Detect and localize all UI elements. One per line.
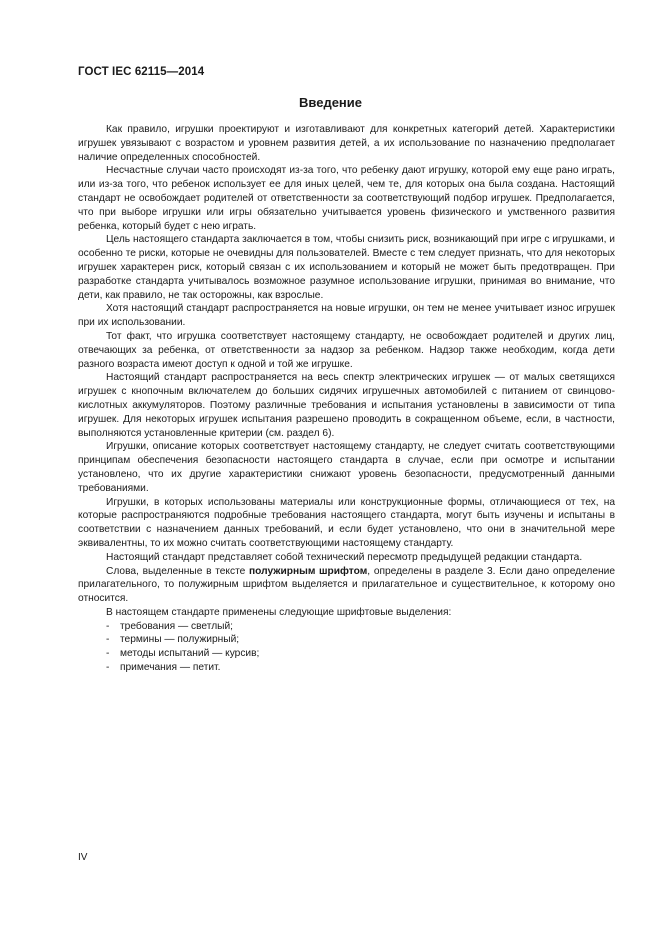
list-item — [78, 633, 615, 647]
paragraph: Как правило, игрушки проектируют и изготавливают для конкретных категорий детей. Характеристики игрушек увязывают с возрастом и уровнем развития детей, а их использование по назначению предполагает наличие определенных способностей. — [78, 124, 615, 163]
paragraph: Цель настоящего стандарта заключается в том, чтобы снизить риск, возникающий при игре с игрушками, и особенно те риски, которые не очевидны для пользователей. Вместе с тем следует признать, что для некоторых игрушек характерен риск, который связан с их использованием и который не может быть предотвращен. При разработке стандарта учитывалось возможное разумное использование игрушки, принимая во внимание, что дети, как правило, не так осторожны, как взрослые. — [78, 234, 615, 301]
list-item — [78, 661, 615, 675]
paragraph: Игрушки, описание которых соответствует настоящему стандарту, не следует считать соответствующими принципам обеспечения безопасности настоящего стандарта в случае, если при осмотре и испытании установлено, что их другие характеристики снижают уровень безопасности, предусмотренный данными требованиями. — [78, 441, 615, 494]
list-item-text: методы испытаний — курсив; — [120, 648, 260, 660]
list-item — [78, 647, 615, 661]
page-title: Введение — [299, 95, 362, 110]
paragraph: Хотя настоящий стандарт распространяется на новые игрушки, он тем не менее учитывает износ игрушек при их использовании. — [78, 303, 615, 329]
bold-term: полужирным шрифтом — [249, 565, 368, 577]
dash-marker: - — [106, 648, 110, 660]
bold-terms-note — [78, 565, 615, 606]
list-item-text: примечания — петит. — [120, 662, 221, 674]
paragraph: Тот факт, что игрушка соответствует настоящему стандарту, не освобождает родителей и других лиц, отвечающих за ребенка, от ответственности за надзор за ребенком. Надзор также необходим, когда дети разного возраста имеют доступ к одной и той же игрушке. — [78, 330, 615, 370]
dash-marker: - — [106, 620, 110, 632]
dash-marker: - — [106, 662, 110, 674]
list-item-text: требования — светлый; — [120, 620, 233, 632]
dash-marker: - — [106, 634, 110, 646]
paragraph: Настоящий стандарт представляет собой технический пересмотр предыдущей редакции стандарта. — [106, 551, 583, 563]
font-list — [78, 620, 615, 675]
paragraph: Несчастные случаи часто происходят из-за того, что ребенку дают игрушку, которой ему еще рано играть, или из-за того, что ребенок использует ее для иных целей, чем те, для которых она была создана. Настоящий стандарт не освобождает родителей от ответственности за соответствующий подбор игрушек. Предполагается, что при выборе игрушки или игры обязательно учитывается уровень физического и умственного развития ребенка, который будет с нею играть. — [78, 165, 615, 232]
list-item — [78, 620, 615, 634]
paragraph: Игрушки, в которых использованы материалы или конструкционные формы, отличающиеся от тех, на которые распространяются подробные требования настоящего стандарта, могут быть изучены и испытаны в соответствии с назначением данных требований, и если будет установлено, что они в значительной мере эквивалентны, то их можно считать соответствующими настоящему стандарту. — [78, 496, 615, 549]
list-item-text: термины — полужирный; — [120, 634, 240, 646]
page-number: IV — [78, 852, 88, 863]
fonts-intro: В настоящем стандарте применены следующие шрифтовые выделения: — [106, 606, 452, 618]
body-text — [78, 123, 615, 675]
note-text: Слова, выделенные в тексте — [106, 565, 250, 577]
note-text: , определены в разделе 3. Если дано определение прилагательного, то полужирным шрифтом выделяется и прилагательное и существительное, к которому оно относится. — [78, 565, 615, 605]
paragraph: Настоящий стандарт распространяется на весь спектр электрических игрушек — от малых светящихся игрушек с кнопочным включателем до больших сидячих игрушечных автомобилей с питанием от свинцово-кислотных аккумуляторов. Поэтому различные требования и испытания установлены в зависимости от типа игрушек. Для некоторых игрушек испытания разрешено проводить в сокращенном объеме, если, в частности, выполняются установленные критерии (см. раздел 6). — [78, 372, 615, 439]
standard-code: ГОСТ IEC 62115—2014 — [78, 66, 205, 78]
